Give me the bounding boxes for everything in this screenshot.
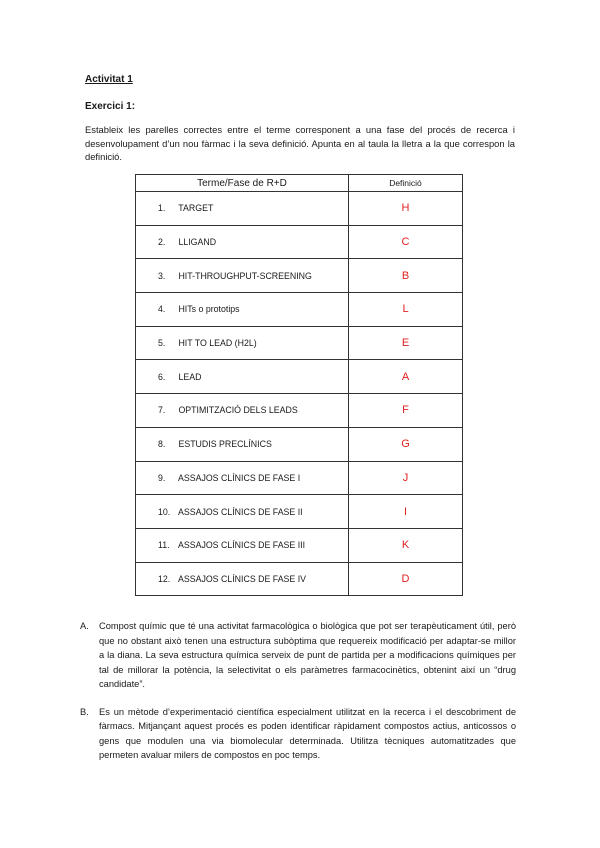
definition-marker: A. — [80, 621, 89, 631]
exercise-heading: Exercici 1: — [85, 101, 136, 112]
header-definition: Definició — [349, 175, 463, 192]
term-number: 1. — [158, 203, 166, 214]
definition-marker: B. — [80, 706, 89, 717]
term-label: ASSAJOS CLÍNICS DE FASE I — [177, 472, 301, 483]
table-row — [136, 293, 463, 327]
term-label: HITs o prototips — [178, 304, 240, 315]
table-row — [136, 225, 463, 259]
table-row — [136, 427, 463, 461]
term-label: HIT TO LEAD (H2L) — [178, 338, 257, 349]
table-row — [136, 562, 463, 596]
definition-letter: E — [349, 326, 463, 360]
term-label: ASSAJOS CLÍNICS DE FASE III — [177, 540, 306, 551]
term-cell — [136, 461, 349, 495]
term-number: 3. — [158, 270, 166, 281]
term-number: 11. — [158, 540, 170, 551]
term-number: 8. — [158, 439, 166, 450]
term-label: ESTUDIS PRECLÍNICS — [178, 439, 272, 450]
definition-letter: A — [349, 360, 463, 394]
definition-letter: F — [349, 394, 463, 428]
term-cell — [136, 427, 349, 461]
definition-letter: B — [349, 259, 463, 293]
term-label: HIT-THROUGHPUT-SCREENING — [178, 270, 312, 281]
term-label: TARGET — [178, 203, 214, 214]
definition-letter: C — [349, 225, 463, 259]
term-cell — [136, 394, 349, 428]
term-number: 10. — [158, 506, 171, 517]
term-number: 2. — [158, 237, 166, 248]
definition-text: Es un mètode d’experimentació científica especialment utilitzat en la recerca i el descobriment de fàrmacs. Mitjançant aquest procés es poden identificar ràpidament compostos actius, anticossos o gens que modulen una via biomolecular determinada. Utilitza tècniques automatitzades que permeten avaluar milers de compostos en poc temps. — [99, 706, 516, 760]
definitions-list — [80, 619, 516, 776]
table-row — [136, 259, 463, 293]
term-cell — [136, 192, 349, 226]
term-cell — [136, 259, 349, 293]
term-cell — [136, 293, 349, 327]
definition-letter: G — [349, 427, 463, 461]
definition-text: Compost químic que té una activitat farmacològica o biològica que pot ser terapèuticament útil, però que no obstant això tenen una estructura subòptima que requereix modificació per adaptar-se millor a la diana. La seva estructura química serveix de punt de partida per a modificacions químiques per tal de millorar la potència, la selectivitat o els paràmetres farmacocinètics, obtenint així un “drug candidate”. — [99, 621, 516, 689]
term-label: LLIGAND — [178, 237, 217, 248]
term-number: 7. — [158, 405, 166, 416]
header-term: Terme/Fase de R+D — [136, 175, 349, 192]
term-cell — [136, 360, 349, 394]
definition-letter: H — [349, 192, 463, 226]
term-number: 6. — [158, 371, 166, 382]
definition-letter: I — [349, 495, 463, 529]
table-row — [136, 528, 463, 562]
term-label: ASSAJOS CLÍNICS DE FASE IV — [177, 573, 307, 584]
intro-paragraph: Estableix les parelles correctes entre el terme corresponent a una fase del procés de recerca i desenvolupament d’un nou fàrmac i la seva definició. Apunta en al taula la lletra a la que correspon la definició. — [85, 124, 515, 162]
term-label: OPTIMITZACIÓ DELS LEADS — [178, 405, 298, 416]
term-cell — [136, 225, 349, 259]
term-cell — [136, 562, 349, 596]
term-cell — [136, 528, 349, 562]
table-row — [136, 495, 463, 529]
definition-letter: K — [349, 528, 463, 562]
term-cell — [136, 495, 349, 529]
table-row — [136, 360, 463, 394]
table-row — [136, 461, 463, 495]
definition-item — [80, 705, 516, 763]
definition-letter: L — [349, 293, 463, 327]
definition-letter: J — [349, 461, 463, 495]
table-row — [136, 326, 463, 360]
definition-letter: D — [349, 562, 463, 596]
definition-item — [80, 619, 516, 692]
term-number: 4. — [158, 304, 166, 315]
term-cell — [136, 326, 349, 360]
term-number: 5. — [158, 338, 166, 349]
activity-heading: Activitat 1 — [85, 74, 133, 85]
table-row — [136, 394, 463, 428]
term-label: LEAD — [178, 371, 202, 382]
table-row — [136, 192, 463, 226]
term-number: 12. — [158, 573, 171, 584]
term-label: ASSAJOS CLÍNICS DE FASE II — [177, 506, 303, 517]
terms-table — [135, 174, 463, 596]
term-number: 9. — [158, 472, 166, 483]
table-header-row — [136, 175, 463, 192]
